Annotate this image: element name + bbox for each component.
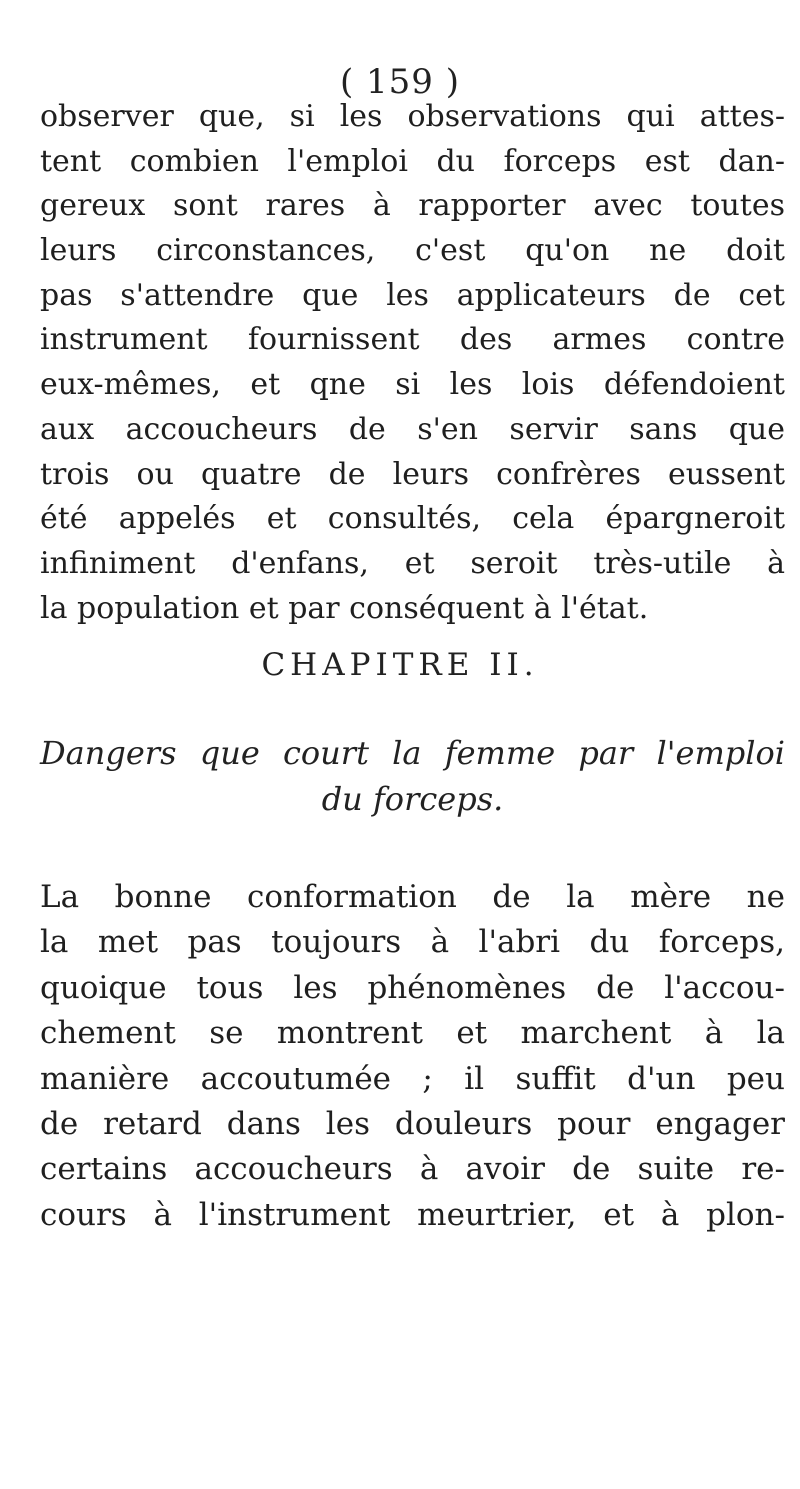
text-line: chement se montrent et marchent à la [40, 1015, 785, 1052]
chapter-subtitle-line-2: du forceps. [321, 780, 504, 818]
paragraph-1 [40, 95, 785, 631]
text-line: infiniment d'enfans, et seroit très-utile à [40, 545, 785, 581]
text-line: tent combien l'emploi du forceps est dan- [40, 143, 785, 179]
paragraph-2 [40, 875, 785, 1238]
chapter-subtitle-line-1: Dangers que court la femme par l'emploi [40, 734, 785, 772]
chapter-heading: CHAPITRE II. [261, 647, 539, 683]
text-line: La bonne conformation de la mère ne [40, 879, 785, 915]
text-line: la met pas toujours à l'abri du forceps, [40, 924, 785, 961]
text-line: instrument fournissent des armes contre [40, 322, 785, 358]
text-line: leurs circonstances, c'est qu'on ne doit [40, 233, 785, 269]
text-line: cours à l'instrument meurtrier, et à plon- [40, 1196, 785, 1233]
text-line: observer que, si les observations qui attes- [40, 99, 785, 134]
text-line: trois ou quatre de leurs confrères eussent [40, 456, 785, 492]
text-line: gereux sont rares à rapporter avec toutes [40, 188, 785, 224]
text-line: eux-mêmes, et qne si les lois défendoient [40, 367, 785, 403]
text-line: certains accoucheurs à avoir de suite re- [40, 1151, 785, 1188]
text-line: manière accoutumée ; il suffit d'un peu [40, 1060, 785, 1097]
text-line: la population et par conséquent à l'état. [40, 590, 649, 626]
text-line: pas s'attendre que les applicateurs de cet [40, 277, 785, 313]
text-line: de retard dans les douleurs pour engager [40, 1105, 785, 1142]
text-line: quoique tous les phénomènes de l'accou- [40, 969, 785, 1006]
text-line: été appelés et consultés, cela épargneroit [40, 501, 785, 537]
page-number: ( 159 ) [339, 62, 461, 102]
text-line: aux accoucheurs de s'en servir sans que [40, 411, 785, 447]
